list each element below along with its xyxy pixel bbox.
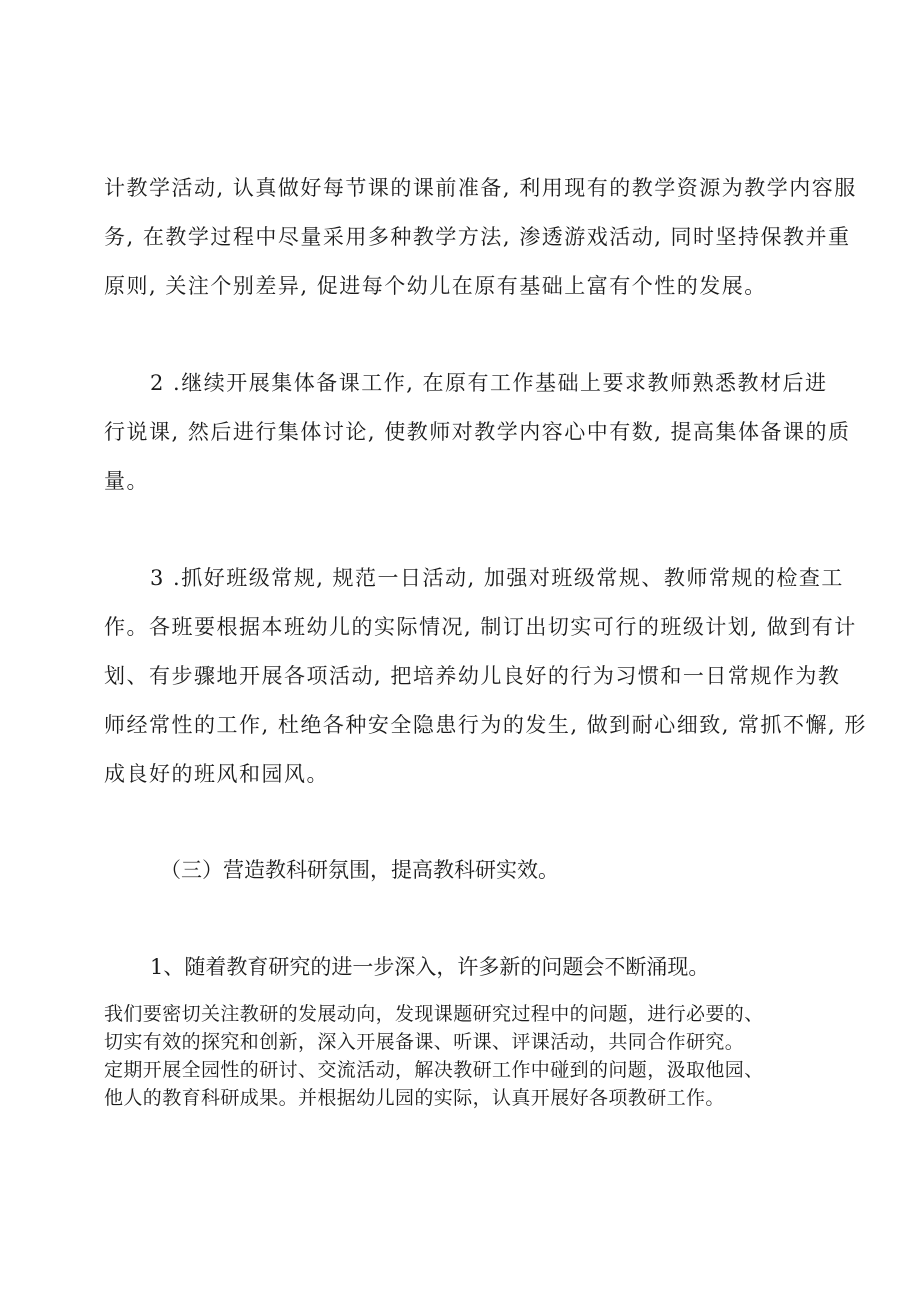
paragraph-line: 行说课, 然后进行集体讨论, 使教师对教学内容心中有数, 提高集体备课的质 xyxy=(104,420,851,444)
section-heading: （三）营造教科研氛围，提高教科研实效。 xyxy=(160,858,559,882)
paragraph-line: 3 .抓好班级常规, 规范一日活动, 加强对班级常规、教师常规的检查工 xyxy=(150,566,844,590)
paragraph-line: 成良好的班风和园风。 xyxy=(104,762,329,786)
paragraph-line: 我们要密切关注教研的发展动向，发现课题研究过程中的问题，进行必要的、 xyxy=(104,1003,764,1025)
paragraph-line: 定期开展全园性的研讨、交流活动，解决教研工作中碰到的问题，汲取他园、 xyxy=(104,1059,764,1081)
paragraph-line: 他人的教育科研成果。并根据幼儿园的实际，认真开展好各项教研工作。 xyxy=(104,1087,725,1109)
paragraph-line: 量。 xyxy=(104,469,149,493)
paragraph-line: 1、随着教育研究的进一步深入，许多新的问题会不断涌现。 xyxy=(150,955,710,979)
paragraph-line: 计教学活动, 认真做好每节课的课前准备, 利用现有的教学资源为教学内容服 xyxy=(104,176,857,200)
paragraph-line: 原则, 关注个别差异, 促进每个幼儿在原有基础上富有个性的发展。 xyxy=(104,274,767,298)
paragraph-line: 划、有步骤地开展各项活动, 把培养幼儿良好的行为习惯和一日常规作为教 xyxy=(104,664,841,688)
paragraph-line: 作。各班要根据本班幼儿的实际情况, 制订出切实可行的班级计划, 做到有计 xyxy=(104,615,857,639)
paragraph-line: 务, 在教学过程中尽量采用多种教学方法, 渗透游戏活动, 同时坚持保教并重 xyxy=(104,225,851,249)
paragraph-line: 切实有效的探究和创新，深入开展备课、听课、评课活动，共同合作研究。 xyxy=(104,1031,745,1053)
paragraph-line: 师经常性的工作, 杜绝各种安全隐患行为的发生, 做到耐心细致, 常抓不懈, 形 xyxy=(104,713,867,737)
paragraph-line: 2 .继续开展集体备课工作, 在原有工作基础上要求教师熟悉教材后进 xyxy=(150,371,828,395)
